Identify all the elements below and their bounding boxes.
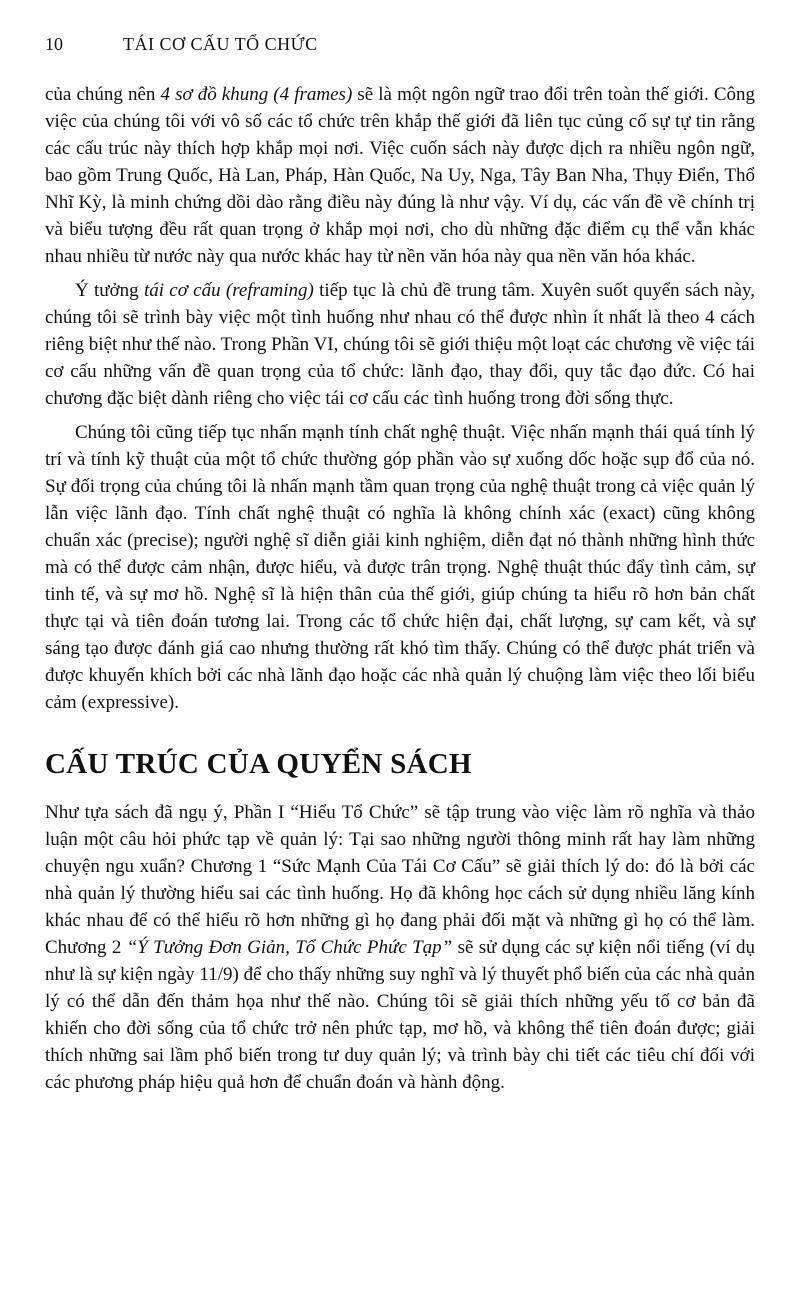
running-title: TÁI CƠ CẤU TỔ CHỨC (123, 34, 318, 54)
text-run-italic: tái cơ cấu (reframing) (143, 280, 314, 301)
paragraph-2 (45, 277, 755, 412)
text-run: tiếp tục là chủ đề trung tâm. Xuyên suốt quyển sách này, chúng tôi sẽ trình bày việc một tình huống như nhau có thể được nhìn ít nhất là theo 4 cách riêng biệt như thế nào. Trong Phần VI, chúng tôi sẽ giới thiệu một loạt các chương về việc tái cơ cấu những vấn đề quan trọng của tổ chức: lãnh đạo, thay đổi, quy tắc đạo đức. Có hai chương đặc biệt dành riêng cho việc tái cơ cấu các tình huống trong đời sống thực. (45, 280, 755, 409)
text-run: của chúng nên (45, 84, 161, 105)
section-heading: CẤU TRÚC CỦA QUYỂN SÁCH (45, 748, 472, 780)
text-run: Ý tưởng (75, 280, 144, 301)
page-number: 10 (45, 34, 63, 54)
paragraph-3 (45, 419, 755, 716)
text-run: sẽ là một ngôn ngữ trao đổi trên toàn thế giới. Công việc của chúng tôi với vô số các tổ chức trên khắp thế giới đã liên tục củng cố sự tự tin rằng các cấu trúc này thích hợp khắp mọi nơi. Việc cuốn sách này được dịch ra nhiều ngôn ngữ, bao gồm Trung Quốc, Hà Lan, Pháp, Hàn Quốc, Na Uy, Nga, Tây Ban Nha, Thụy Điển, Thổ Nhĩ Kỳ, là minh chứng dồi dào rằng điều này đúng là như vậy. Ví dụ, các vấn đề về chính trị và biểu tượng đều rất quan trọng ở khắp mọi nơi, cho dù những đặc điểm cụ thể vẫn khác nhau nhiều từ nước này qua nước khác hay từ nền văn hóa này qua nền văn hóa khác. (45, 84, 756, 267)
paragraph-4 (45, 799, 755, 1096)
paragraph-1 (45, 81, 755, 270)
text-run-italic: “Ý Tưởng Đơn Giản, Tổ Chức Phức Tạp” (126, 937, 453, 959)
text-run: sẽ sử dụng các sự kiện nổi tiếng (ví dụ như là sự kiện ngày 11/9) để cho thấy những suy nghĩ và lý thuyết phổ biến của các nhà quản lý có thể dẫn đến thảm họa như thế nào. Chúng tôi sẽ giải thích những yếu tố cơ bản đã khiến cho đời sống của tổ chức trở nên phức tạp, mơ hồ, và không thể tiên đoán được; giải thích những sai lầm phổ biến trong tư duy quản lý; và trình bày chi tiết các tiêu chí đối với các phương pháp hiệu quả hơn để chuẩn đoán và hành động. (45, 937, 755, 1094)
text-run: Chúng tôi cũng tiếp tục nhấn mạnh tính chất nghệ thuật. Việc nhấn mạnh thái quá tính lý trí và tính kỹ thuật của một tổ chức thường góp phần vào sự xuống dốc hoặc sụp đổ của nó. Sự đối trọng của chúng tôi là nhấn mạnh tầm quan trọng của nghệ thuật trong cả việc quản lý lẫn việc lãnh đạo. Tính chất nghệ thuật có nghĩa là không chính xác (exact) cũng không chuẩn xác (precise); người nghệ sĩ diễn giải kinh nghiệm, diễn đạt nó thành những hình thức mà có thể được cảm nhận, được hiểu, và được trân trọng. Nghệ thuật thúc đẩy tình cảm, sự tinh tế, và sự mơ hồ. Nghệ sĩ là hiện thân của thế giới, giúp chúng ta hiểu rõ hơn bản chất thực tại và tiên đoán tương lai. Trong các tổ chức hiện đại, chất lượng, sự cam kết, và sự sáng tạo được đánh giá cao nhưng thường rất khó tìm thấy. Chúng có thể được phát triển và được khuyến khích bởi các nhà lãnh đạo hoặc các nhà quản lý chuộng làm việc theo lối biểu cảm (expressive). (45, 422, 755, 713)
text-run-italic: 4 sơ đồ khung (4 frames) (160, 84, 353, 105)
page-header (45, 34, 755, 55)
text-run: Như tựa sách đã ngụ ý, Phần I “Hiểu Tổ Chức” sẽ tập trung vào việc làm rõ nghĩa và thảo luận một câu hỏi phức tạp về quản lý: Tại sao những người thông minh rất hay làm những chuyện ngu xuẩn? Chương 1 “Sức Mạnh Của Tái Cơ Cấu” sẽ giải thích lý do: đó là bởi các nhà quản lý thường hiểu sai các tình huống. Họ đã không học cách sử dụng nhiều lăng kính khác nhau để có thể hiểu rõ hơn những gì họ đang phải đối mặt và những gì họ có thể làm. Chương 2 (45, 802, 755, 959)
